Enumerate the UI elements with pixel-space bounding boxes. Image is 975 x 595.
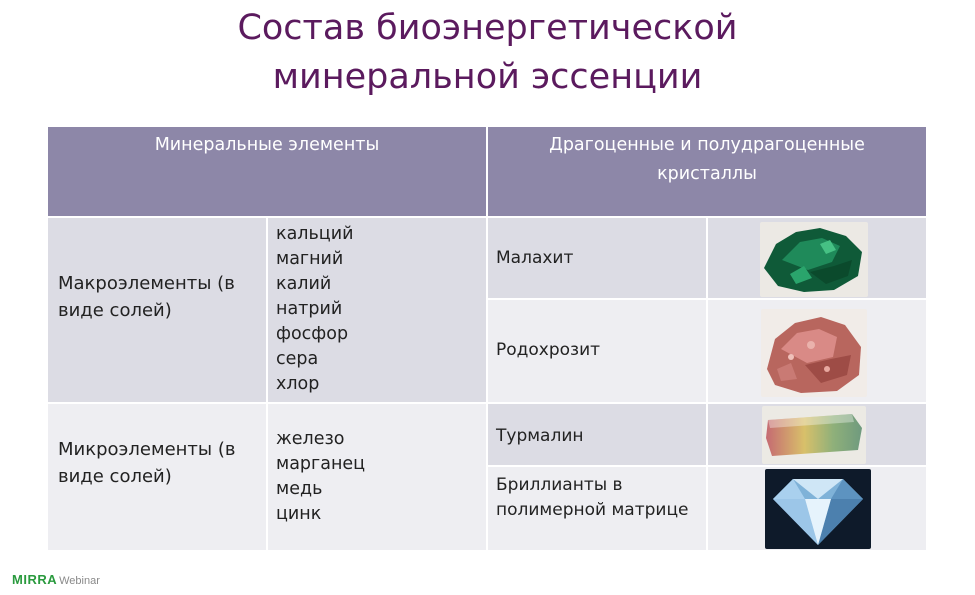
malachite-photo [760, 222, 868, 297]
header-mineral-elements-label: Минеральные элементы [154, 135, 380, 155]
crystal-name-cell [488, 218, 706, 298]
micro-item: железо [276, 429, 345, 449]
crystal-name-diamonds: Бриллианты в полимерной матрице [496, 475, 689, 520]
macro-items-list [276, 222, 486, 397]
slide-title-line-2: минеральной эссенции [272, 57, 703, 97]
crystal-name-cell [488, 300, 706, 402]
header-crystals [488, 127, 926, 216]
crystal-name-rhodochrosite: Родохрозит [496, 340, 601, 360]
diamond-photo [765, 469, 871, 549]
logo-suffix: Webinar [59, 575, 100, 587]
micro-label: Микроэлементы (в виде солей) [58, 439, 236, 487]
crystal-name-cell [488, 404, 706, 465]
tourmaline-photo [762, 406, 866, 464]
crystal-name-tourmaline: Турмалин [496, 426, 584, 446]
macro-item: магний [276, 249, 344, 269]
crystal-name-cell [488, 467, 706, 550]
macro-items-cell [268, 218, 486, 402]
micro-items-cell [268, 404, 486, 550]
micro-label-cell [48, 404, 266, 550]
micro-items-list [276, 427, 486, 527]
micro-item: марганец [276, 454, 366, 474]
header-crystals-label: Драгоценные и полудрагоценные кристаллы [549, 135, 865, 184]
macro-item: хлор [276, 374, 320, 394]
rhodochrosite-photo [761, 309, 867, 397]
slide-title-line-1: Состав биоэнергетической [237, 8, 738, 48]
header-mineral-elements [48, 127, 486, 216]
mirra-webinar-logo [12, 573, 100, 588]
micro-item: медь [276, 479, 323, 499]
slide-title [0, 4, 975, 102]
macro-label-cell [48, 218, 266, 402]
macro-item: кальций [276, 224, 354, 244]
macro-item: натрий [276, 299, 343, 319]
macro-label: Макроэлементы (в виде солей) [58, 273, 235, 321]
macro-item: фосфор [276, 324, 349, 344]
micro-item: цинк [276, 504, 322, 524]
logo-brand: MIRRA [12, 572, 58, 587]
macro-item: калий [276, 274, 332, 294]
macro-item: сера [276, 349, 319, 369]
crystal-name-malachite: Малахит [496, 248, 574, 268]
